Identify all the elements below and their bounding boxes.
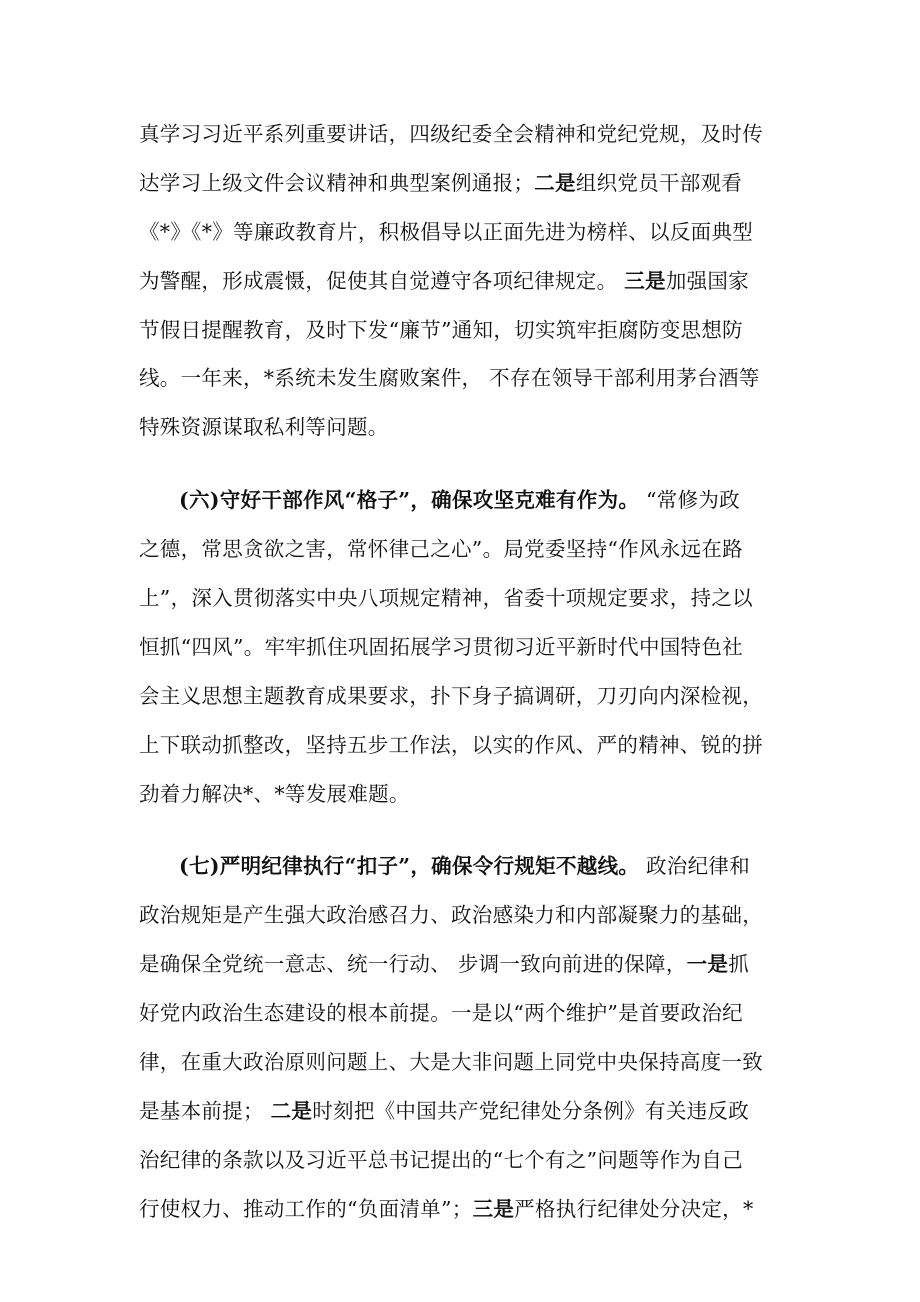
- text-run: 上”，深入贯彻落实中央八项规定精神，省委十项规定要求，持之以: [139, 586, 753, 611]
- text-line: [139, 525, 783, 574]
- bold-text-run: 二是: [270, 1098, 313, 1123]
- text-line: [139, 208, 783, 257]
- text-run: 之德，常思贪欲之害，常怀律己之心”。局党委坚持“作风永远在路: [139, 537, 743, 562]
- text-line: [139, 989, 783, 1038]
- text-run: 线。一年来，*系统未发生腐败案件， 不存在领导干部利用茅台酒等: [139, 366, 760, 391]
- text-line: [139, 354, 783, 403]
- text-line: [139, 940, 783, 989]
- text-run: 节假日提醒教育，及时下发“廉节”通知，切实筑牢拒腐防变思想防: [139, 317, 743, 342]
- text-line: [139, 1136, 783, 1185]
- text-run: 真学习习近平系列重要讲话，四级纪委全会精神和党纪党规，及时传: [139, 122, 763, 146]
- bold-text-run: (七)严明纪律执行“扣子”，确保令行规矩不越线。: [179, 854, 640, 879]
- paragraph-gap: [139, 818, 783, 842]
- text-run: 政治纪律和: [639, 854, 751, 879]
- text-line: [139, 476, 783, 525]
- text-run: 特殊资源谋取私利等问题。: [139, 415, 389, 440]
- text-line: [139, 721, 783, 770]
- text-run: 政治规矩是产生强大政治感召力、政治感染力和内部凝聚力的基础，: [139, 903, 763, 928]
- text-line: [139, 403, 783, 452]
- text-run: 组织党员干部观看: [575, 170, 743, 195]
- text-line: [139, 1038, 783, 1087]
- section-seven-paragraph: [139, 842, 783, 1233]
- bold-text-run: 二是: [534, 170, 576, 195]
- bold-text-run: 一是: [686, 952, 729, 977]
- text-run: 是基本前提；: [139, 1098, 271, 1123]
- document-body: [139, 110, 783, 1234]
- text-run: 好党内政治生态建设的根本前提。一是以“两个维护”是首要政治纪: [139, 1001, 743, 1026]
- paragraph-continued: [139, 110, 783, 452]
- text-line: [139, 574, 783, 623]
- text-line: [139, 842, 783, 891]
- section-six-paragraph: [139, 476, 783, 818]
- text-line: [139, 770, 783, 819]
- text-run: 恒抓“四风”。牢牢抓住巩固拓展学习贯彻习近平新时代中国特色社: [139, 634, 743, 659]
- text-line: [139, 1087, 783, 1136]
- text-run: 律，在重大政治原则问题上、大是大非问题上同党中央保持高度一致: [139, 1050, 763, 1075]
- text-line: [139, 891, 783, 940]
- text-run: 为警醒，形成震慑，促使其自觉遵守各项纪律规定。: [139, 268, 625, 293]
- text-line: [139, 110, 783, 159]
- text-run: 治纪律的条款以及习近平总书记提出的“七个有之”问题等作为自己: [139, 1147, 743, 1172]
- text-line: [139, 623, 783, 672]
- text-run: 抓: [728, 952, 750, 977]
- text-line: [139, 1185, 783, 1234]
- text-run: 是确保全党统一意志、统一行动、 步调一致向前进的保障，: [139, 952, 687, 977]
- text-run: 达学习上级文件会议精神和典型案例通报；: [139, 170, 535, 195]
- text-run: 上下联动抓整改，坚持五步工作法，以实的作风、严的精神、锐的拼: [139, 732, 763, 757]
- bold-text-run: 三是: [624, 268, 666, 293]
- text-run: 严格执行纪律处分决定，*: [514, 1196, 754, 1221]
- text-line: [139, 306, 783, 355]
- text-line: [139, 672, 783, 721]
- text-run: 劲着力解决*、*等发展难题。: [139, 781, 410, 806]
- text-line: [139, 159, 783, 208]
- bold-text-run: (六)守好干部作风“格子”，确保攻坚克难有作为。: [179, 488, 640, 513]
- text-run: 时刻把《中国共产党纪律处分条例》有关违反政: [312, 1098, 750, 1123]
- text-run: “常修为政: [639, 488, 740, 513]
- text-run: 会主义思想主题教育成果要求，扑下身子搞调研，刀刃向内深检视，: [139, 683, 763, 708]
- bold-text-run: 三是: [472, 1196, 515, 1221]
- text-run: 行使权力、推动工作的“负面清单”；: [139, 1196, 473, 1221]
- text-run: 加强国家: [665, 268, 750, 293]
- paragraph-gap: [139, 452, 783, 476]
- text-line: [139, 257, 783, 306]
- text-run: 《*》《*》等廉政教育片，积极倡导以正面先进为榜样、以反面典型: [139, 219, 754, 244]
